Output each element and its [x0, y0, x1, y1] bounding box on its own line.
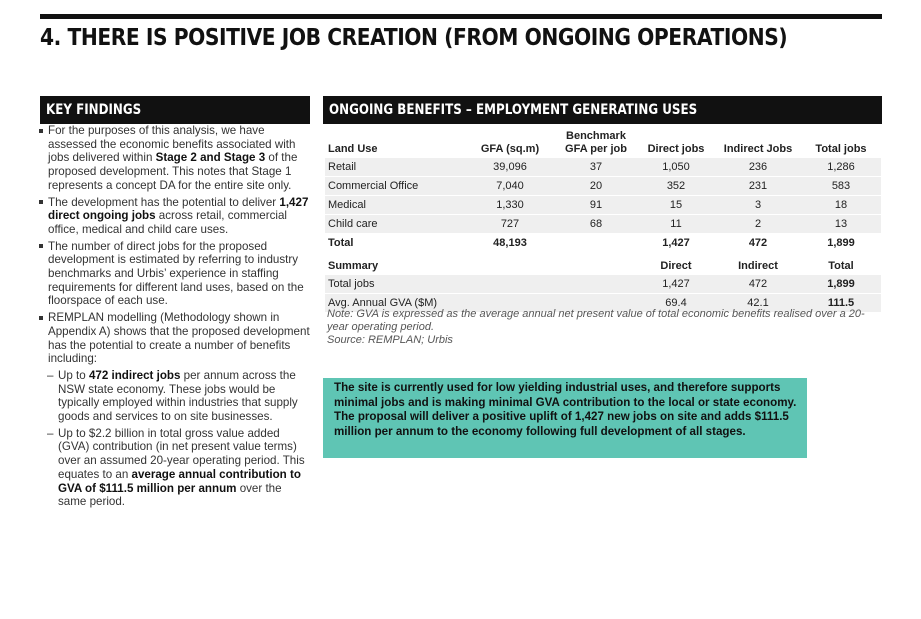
ongoing-benefits-heading-text: ONGOING BENEFITS – EMPLOYMENT GENERATING USES [329, 102, 698, 118]
col-header-total: Total jobs [815, 143, 867, 155]
summary-header-empty [555, 255, 637, 275]
cell-indirect: 236 [715, 158, 801, 177]
total-gfa: 48,193 [493, 236, 527, 249]
cell-total: 13 [801, 215, 881, 234]
cell-direct: 15 [637, 196, 715, 215]
col-header-land-use: Land Use [328, 143, 378, 155]
gva-note: Note: GVA is expressed as the average annual net present value of total economic benefits realised over a 20-year operating period. [327, 308, 865, 333]
finding-text: per annum across the NSW state economy. These jobs would be typically employed within industries that supply goods and services to on site businesses. [58, 368, 298, 424]
cell-total: 583 [801, 177, 881, 196]
callout-box [323, 378, 807, 458]
finding-highlight: 472 indirect jobs [88, 368, 181, 382]
finding-text: Up to [58, 368, 89, 382]
summary-direct: 69.4 [637, 294, 715, 313]
cell-land-use: Medical [325, 196, 465, 215]
finding-text: across retail, commercial office, medical and child care uses. [48, 209, 287, 236]
summary-header-empty [465, 255, 555, 275]
cell-total: 1,286 [801, 158, 881, 177]
summary-empty [465, 275, 555, 294]
total-benchmark-empty [555, 234, 637, 253]
key-findings-heading-text: KEY FINDINGS [46, 102, 142, 118]
cell-land-use: Child care [325, 215, 465, 234]
page-title: 4. THERE IS POSITIVE JOB CREATION (FROM ONGOING OPERATIONS) [40, 25, 788, 51]
cell-benchmark: 20 [555, 177, 637, 196]
table-notes [327, 308, 877, 347]
cell-direct: 352 [637, 177, 715, 196]
total-total: 1,899 [827, 236, 855, 249]
ongoing-benefits-heading [323, 96, 882, 124]
finding-text: of the proposed development. This notes that Stage 1 represents a concept DA for the entire site only. [48, 151, 298, 192]
cell-land-use: Retail [325, 158, 465, 177]
finding-bullet [38, 240, 312, 309]
dash-marker: – [47, 368, 54, 382]
summary-header-label: Summary [328, 260, 379, 272]
summary-total: 111.5 [801, 294, 881, 313]
cell-direct: 1,050 [637, 158, 715, 177]
cell-indirect: 231 [715, 177, 801, 196]
finding-highlight: 1,427 direct ongoing jobs [48, 195, 309, 223]
finding-sub-bullet [38, 427, 312, 509]
summary-empty [555, 275, 637, 294]
cell-indirect: 3 [715, 196, 801, 215]
summary-header-indirect: Indirect [738, 260, 778, 272]
callout-text: The site is currently used for low yielding industrial uses, and therefore supports minimal jobs and is making minimal GVA contribution to the local or state economy. The proposal will deliver a positive uplift of 1,427 new jobs on site and adds $111.5 million per annum to the economy following full development of all stages. [334, 381, 797, 438]
table-row [325, 158, 881, 177]
summary-indirect: 42.1 [715, 294, 801, 313]
cell-benchmark: 68 [555, 215, 637, 234]
summary-label: Total jobs [325, 275, 465, 294]
summary-total: 1,899 [801, 275, 881, 294]
table-header-row [325, 130, 881, 158]
key-findings-heading [40, 96, 310, 124]
finding-text: REMPLAN modelling (Methodology shown in Appendix A) shows that the proposed development has the potential to create a number of benefits including: [48, 311, 310, 366]
summary-row [325, 275, 881, 294]
col-header-direct: Direct jobs [647, 143, 705, 155]
cell-gfa: 727 [465, 215, 555, 234]
summary-indirect: 472 [715, 275, 801, 294]
finding-bullet [38, 196, 312, 237]
col-header-gfa: GFA (sq.m) [480, 143, 540, 155]
benchmark-line-1: Benchmark [566, 130, 626, 142]
benchmark-line-2: GFA per job [565, 143, 627, 155]
cell-gfa: 39,096 [465, 158, 555, 177]
cell-gfa: 1,330 [465, 196, 555, 215]
employment-table [325, 130, 881, 252]
cell-land-use: Commercial Office [325, 177, 465, 196]
summary-label: Avg. Annual GVA ($M) [325, 294, 465, 313]
finding-text: Up to $2.2 billion in total gross value added (GVA) contribution (in net present value terms) over an assumed 20-year operating period. This equates to an [58, 426, 305, 481]
table-row [325, 215, 881, 234]
summary-direct: 1,427 [637, 275, 715, 294]
table-row [325, 196, 881, 215]
finding-bullet [38, 311, 312, 366]
cell-indirect: 2 [715, 215, 801, 234]
summary-header-total: Total [828, 260, 854, 272]
col-header-indirect: Indirect Jobs [723, 143, 793, 155]
finding-text: The number of direct jobs for the proposed development is estimated by referring to industry benchmarks and Urbis’ experience in staffing requirements for different land uses, based on the floorspace of each use. [48, 239, 304, 308]
total-direct: 1,427 [662, 236, 690, 249]
cell-total: 18 [801, 196, 881, 215]
summary-table [325, 255, 881, 313]
finding-text: For the purposes of this analysis, we have assessed the economic benefits associated with jobs delivered within [48, 124, 296, 165]
cell-benchmark: 91 [555, 196, 637, 215]
key-findings-list [38, 124, 312, 512]
table-row [325, 177, 881, 196]
total-indirect: 472 [748, 236, 768, 249]
finding-text: over the same period. [58, 481, 282, 509]
cell-direct: 11 [637, 215, 715, 234]
finding-bullet [38, 124, 312, 193]
table-total-row [325, 234, 881, 253]
cell-benchmark: 37 [555, 158, 637, 177]
finding-text: The development has the potential to deliver [48, 195, 280, 209]
finding-sub-bullet [38, 369, 312, 424]
source-note: Source: REMPLAN; Urbis [327, 334, 453, 346]
dash-marker: – [47, 426, 54, 440]
cell-gfa: 7,040 [465, 177, 555, 196]
finding-highlight: average annual contribution to GVA of $111.5 million per annum [58, 467, 301, 495]
summary-header-direct: Direct [660, 260, 692, 272]
summary-header-row [325, 255, 881, 275]
title-rule [40, 14, 882, 19]
finding-highlight: Stage 2 and Stage 3 [155, 151, 266, 165]
col-header-benchmark [555, 130, 637, 158]
total-label: Total [328, 236, 354, 249]
